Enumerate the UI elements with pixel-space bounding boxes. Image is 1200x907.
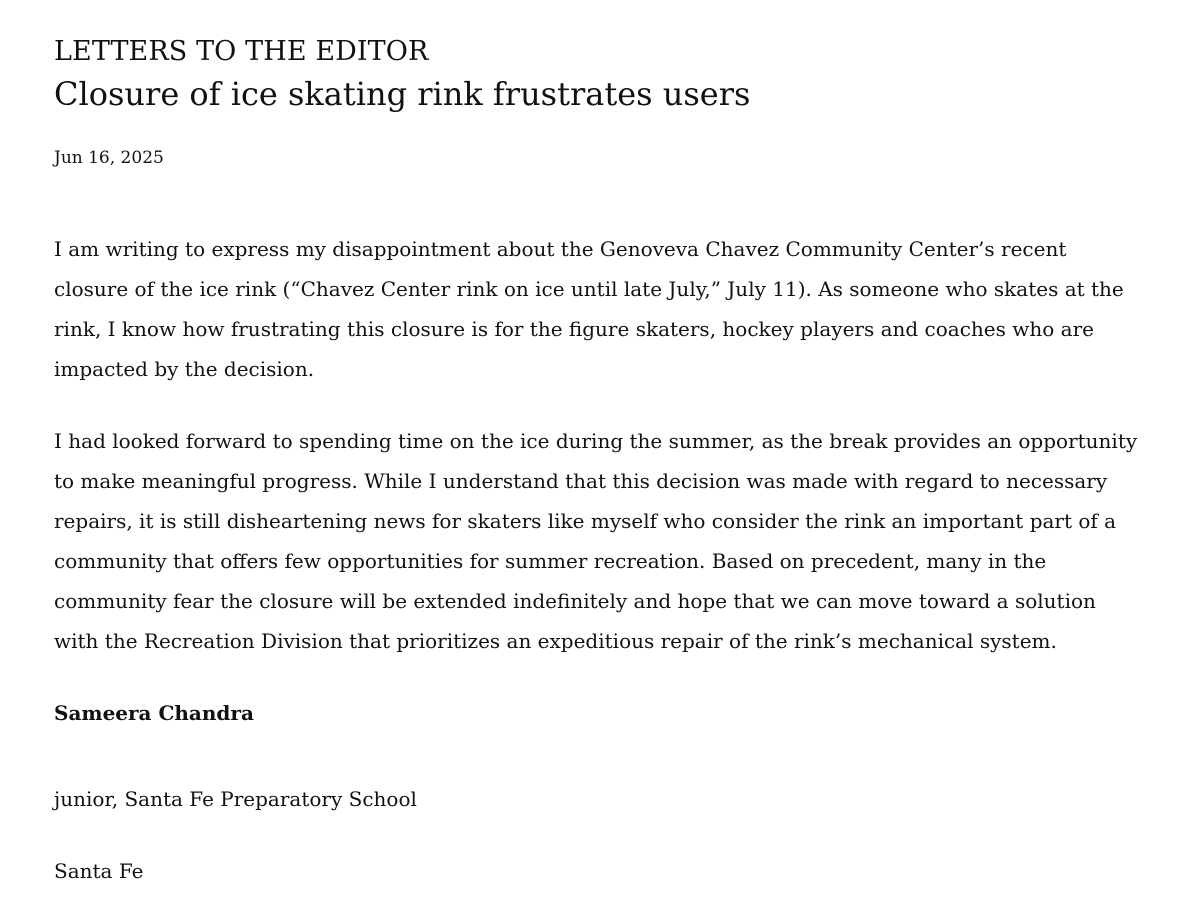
author-city: Santa Fe <box>54 859 144 883</box>
author-title: junior, Santa Fe Preparatory School <box>54 787 417 811</box>
author-name: Sameera Chandra <box>54 701 254 725</box>
section-label: LETTERS TO THE EDITOR <box>54 36 429 67</box>
paragraph-line: to make meaningful progress. While I understand that this decision was made with regard to necessary <box>54 469 1108 493</box>
paragraph-line: closure of the ice rink (“Chavez Center rink on ice until late July,” July 11). As someone who skates at the <box>54 277 1124 301</box>
letter-paragraph-1 <box>54 229 1164 389</box>
paragraph-line: I had looked forward to spending time on the ice during the summer, as the break provides an opportunity <box>54 429 1138 453</box>
paragraph-line: community fear the closure will be extended indefinitely and hope that we can move toward a solution <box>54 589 1096 613</box>
paragraph-line: community that offers few opportunities for summer recreation. Based on precedent, many in the <box>54 549 1047 573</box>
paragraph-line: impacted by the decision. <box>54 357 315 381</box>
publish-date: Jun 16, 2025 <box>54 148 164 168</box>
paragraph-line: with the Recreation Division that prioritizes an expeditious repair of the rink’s mechanical system. <box>54 629 1057 653</box>
letter-paragraph-2 <box>54 421 1164 661</box>
paragraph-line: rink, I know how frustrating this closure is for the figure skaters, hockey players and coaches who are <box>54 317 1094 341</box>
paragraph-line: I am writing to express my disappointment about the Genoveva Chavez Community Center’s recent <box>54 237 1067 261</box>
article-headline: Closure of ice skating rink frustrates users <box>54 75 751 113</box>
paragraph-line: repairs, it is still disheartening news for skaters like myself who consider the rink an important part of a <box>54 509 1117 533</box>
